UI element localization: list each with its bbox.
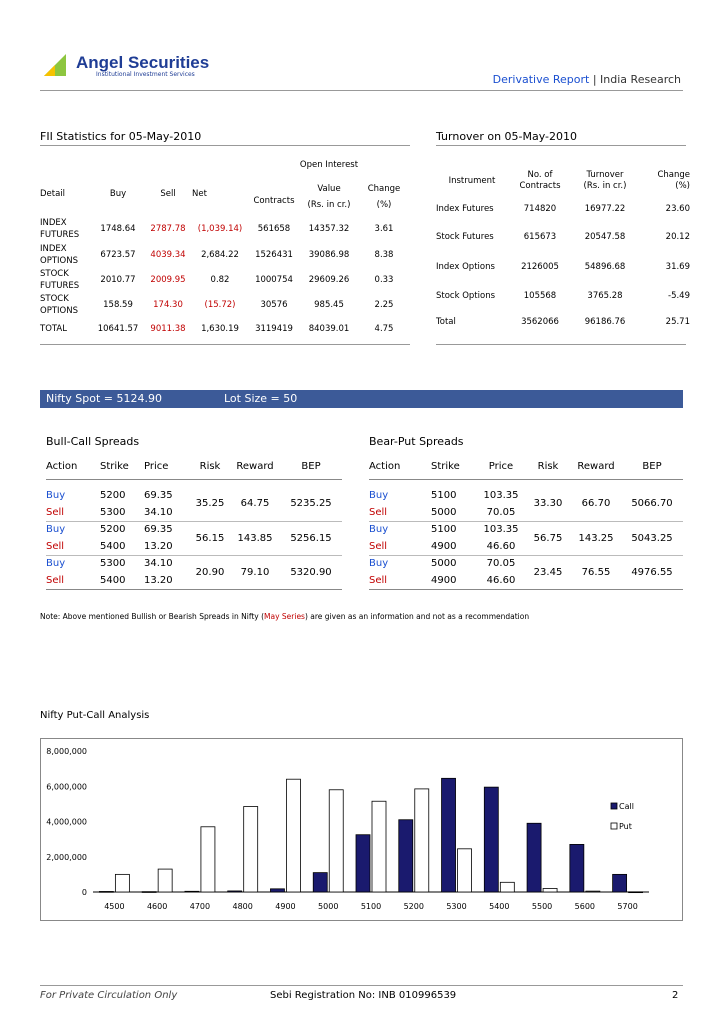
turnover-change-cell: 25.71 bbox=[665, 317, 690, 327]
strike-cell: 5300 bbox=[100, 506, 126, 518]
table-row bbox=[369, 521, 683, 538]
fii-value-cell: 14357.32 bbox=[308, 224, 350, 234]
action-cell: Buy bbox=[369, 490, 389, 501]
fii-buy-cell: 10641.57 bbox=[97, 324, 139, 334]
turnover-instrument-cell: Index Futures bbox=[436, 204, 494, 214]
bep-header: BEP bbox=[642, 461, 662, 473]
risk-cell: 23.45 bbox=[533, 566, 563, 578]
strike-cell: 5000 bbox=[431, 558, 457, 570]
turnover-change-header: Change bbox=[657, 170, 690, 180]
research-label: India Research bbox=[600, 73, 681, 86]
x-tick-label: 5500 bbox=[531, 902, 553, 911]
turnover-table bbox=[436, 165, 690, 333]
fii-buy-cell: 158.59 bbox=[103, 300, 133, 310]
footer-rule bbox=[40, 985, 683, 986]
fii-contracts-cell: 1526431 bbox=[255, 250, 293, 260]
risk-cell: 33.30 bbox=[533, 498, 563, 510]
legend-swatch bbox=[611, 803, 617, 809]
turnover-bottom-rule bbox=[436, 344, 686, 345]
turnover-title-rule bbox=[436, 145, 686, 146]
y-tick-label: 0 bbox=[81, 888, 87, 897]
brand-subtitle: Institutional Investment Services bbox=[96, 71, 195, 78]
report-header bbox=[440, 73, 681, 86]
strike-cell: 5200 bbox=[100, 490, 126, 501]
chart-bar-put bbox=[158, 869, 172, 892]
turnover-change-cell: 20.12 bbox=[665, 232, 690, 242]
x-tick-label: 4600 bbox=[146, 902, 168, 911]
turnover-instrument-cell: Stock Futures bbox=[436, 232, 494, 242]
strike-header: Strike bbox=[431, 461, 460, 473]
reward-header: Reward bbox=[577, 461, 615, 473]
table-row bbox=[40, 216, 410, 242]
chart-canvas bbox=[41, 739, 682, 920]
fii-sell-cell: 9011.38 bbox=[150, 324, 186, 334]
turnover-value-cell: 16977.22 bbox=[584, 204, 626, 214]
x-tick-label: 5400 bbox=[489, 902, 510, 911]
action-cell: Sell bbox=[369, 540, 388, 552]
turnover-contracts-header: Contracts bbox=[519, 181, 561, 191]
chart-bar-call bbox=[613, 874, 627, 892]
header-separator: | bbox=[592, 73, 597, 86]
strike-cell: 5200 bbox=[100, 524, 126, 536]
turnover-instrument-cell: Total bbox=[436, 317, 456, 327]
fii-bottom-rule bbox=[40, 344, 410, 345]
fii-change-cell: 2.25 bbox=[374, 300, 394, 310]
fii-row-label: STOCK bbox=[40, 269, 69, 279]
strike-cell: 4900 bbox=[431, 574, 457, 586]
fii-value-header: Value bbox=[317, 184, 341, 194]
table-row bbox=[46, 555, 342, 572]
action-cell: Sell bbox=[369, 506, 388, 518]
fii-contracts-cell: 30576 bbox=[260, 300, 288, 310]
reward-cell: 66.70 bbox=[581, 498, 611, 510]
lot-size: Lot Size = 50 bbox=[224, 392, 298, 405]
fii-row-label: FUTURES bbox=[40, 230, 80, 240]
turnover-change-cell: 23.60 bbox=[665, 204, 690, 214]
fii-change-cell: 4.75 bbox=[374, 324, 394, 334]
table-row bbox=[40, 292, 410, 318]
turnover-change-cell: -5.49 bbox=[668, 291, 690, 301]
chart-bar-put bbox=[629, 892, 643, 893]
risk-cell: 56.15 bbox=[195, 532, 225, 544]
table-row bbox=[436, 221, 690, 253]
turnover-value-header: Turnover bbox=[586, 170, 624, 180]
bep-cell: 5256.15 bbox=[290, 532, 332, 544]
price-cell: 34.10 bbox=[144, 558, 173, 570]
table-row bbox=[369, 487, 683, 504]
price-cell: 46.60 bbox=[486, 540, 516, 552]
turnover-value-cell: 3765.28 bbox=[587, 291, 623, 301]
strike-cell: 5000 bbox=[431, 506, 457, 518]
bep-cell: 5066.70 bbox=[631, 498, 673, 510]
fii-net-cell: 1,630.19 bbox=[201, 324, 239, 334]
fii-change-cell: 8.38 bbox=[374, 250, 394, 260]
price-cell: 70.05 bbox=[486, 558, 516, 570]
table-row bbox=[40, 242, 410, 268]
risk-header: Risk bbox=[537, 461, 559, 473]
fii-net-header: Net bbox=[192, 189, 207, 199]
action-cell: Sell bbox=[46, 574, 65, 586]
fii-net-cell: (15.72) bbox=[204, 300, 236, 310]
x-tick-label: 5300 bbox=[446, 902, 467, 911]
y-tick-label: 4,000,000 bbox=[46, 817, 87, 827]
table-row bbox=[40, 318, 410, 340]
chart-bar-call bbox=[399, 820, 413, 892]
chart-bar-put bbox=[458, 849, 472, 892]
brand-name: Angel Securities bbox=[76, 53, 210, 72]
chart-bar-put bbox=[372, 801, 386, 892]
chart-bar-call bbox=[228, 891, 242, 892]
price-cell: 103.35 bbox=[483, 524, 519, 536]
fii-contracts-header: Contracts bbox=[253, 196, 295, 206]
bep-cell: 5320.90 bbox=[290, 566, 332, 578]
action-cell: Sell bbox=[46, 540, 65, 552]
x-tick-label: 4700 bbox=[189, 902, 211, 911]
legend-label: Put bbox=[619, 822, 632, 831]
chart-bar-put bbox=[586, 891, 600, 892]
action-cell: Buy bbox=[46, 558, 66, 570]
table-row bbox=[436, 197, 690, 221]
header-rule bbox=[40, 90, 683, 91]
chart-bar-put bbox=[286, 779, 300, 892]
x-tick-label: 5600 bbox=[574, 902, 596, 911]
chart-bar-call bbox=[313, 873, 327, 892]
turnover-value-cell: 96186.76 bbox=[584, 317, 626, 327]
strike-cell: 5300 bbox=[100, 558, 126, 570]
risk-cell: 35.25 bbox=[195, 498, 225, 510]
bep-header: BEP bbox=[301, 461, 321, 473]
fii-buy-cell: 2010.77 bbox=[100, 275, 136, 285]
fii-buy-cell: 1748.64 bbox=[100, 224, 136, 234]
chart-title: Nifty Put-Call Analysis bbox=[40, 710, 150, 721]
reward-header: Reward bbox=[236, 461, 274, 473]
fii-net-cell: (1,039.14) bbox=[197, 224, 243, 234]
strike-cell: 5400 bbox=[100, 574, 126, 586]
nifty-bar bbox=[40, 390, 683, 408]
table-row bbox=[436, 253, 690, 281]
reward-cell: 143.25 bbox=[578, 532, 614, 544]
chart-bar-call bbox=[142, 892, 156, 893]
bep-cell: 5235.25 bbox=[290, 498, 332, 510]
bear-put-title: Bear-Put Spreads bbox=[369, 435, 464, 448]
table-row bbox=[46, 487, 342, 504]
action-header: Action bbox=[46, 461, 78, 473]
note-text-end: ) are given as an information and not as a recommendation bbox=[304, 612, 530, 621]
fii-buy-header: Buy bbox=[109, 189, 127, 199]
risk-header: Risk bbox=[199, 461, 221, 473]
reward-cell: 76.55 bbox=[581, 566, 611, 578]
fii-contracts-cell: 561658 bbox=[257, 224, 291, 234]
bep-cell: 4976.55 bbox=[631, 566, 673, 578]
fii-change-header: Change bbox=[367, 184, 401, 194]
put-call-chart bbox=[40, 738, 683, 921]
chart-bar-put bbox=[500, 882, 514, 892]
turnover-change-cell: 31.69 bbox=[665, 262, 690, 272]
strike-header: Strike bbox=[100, 461, 129, 473]
footer-circulation: For Private Circulation Only bbox=[40, 990, 178, 1001]
turnover-instrument-cell: Stock Options bbox=[436, 291, 496, 301]
fii-sell-cell: 174.30 bbox=[153, 300, 183, 310]
legend-swatch bbox=[611, 823, 617, 829]
turnover-title: Turnover on 05-May-2010 bbox=[436, 130, 578, 143]
fii-row-label: TOTAL bbox=[40, 324, 67, 334]
chart-bar-put bbox=[115, 874, 129, 892]
x-tick-label: 5000 bbox=[318, 902, 339, 911]
chart-bar-put bbox=[244, 807, 258, 892]
fii-oi-header: Open Interest bbox=[299, 160, 359, 170]
fii-sell-cell: 2787.78 bbox=[150, 224, 186, 234]
bull-call-title: Bull-Call Spreads bbox=[46, 435, 140, 448]
action-cell: Sell bbox=[369, 574, 388, 586]
fii-detail-header: Detail bbox=[40, 189, 66, 199]
chart-bar-call bbox=[185, 891, 199, 892]
legend-label: Call bbox=[619, 802, 634, 811]
chart-bar-put bbox=[415, 789, 429, 892]
footer-sebi: Sebi Registration No: INB 010996539 bbox=[270, 990, 457, 1001]
fii-row-label: OPTIONS bbox=[40, 306, 78, 316]
price-cell: 69.35 bbox=[144, 490, 173, 501]
turnover-contracts-header: No. of bbox=[527, 170, 553, 180]
chart-bar-call bbox=[270, 889, 284, 892]
strike-cell: 5100 bbox=[431, 524, 457, 536]
y-tick-label: 6,000,000 bbox=[46, 782, 87, 792]
strike-cell: 4900 bbox=[431, 540, 457, 552]
x-tick-label: 5100 bbox=[360, 902, 382, 911]
chart-bar-put bbox=[329, 790, 343, 892]
x-tick-label: 5700 bbox=[617, 902, 638, 911]
price-header: Price bbox=[144, 461, 169, 473]
angel-logo-icon bbox=[42, 52, 68, 78]
turnover-contracts-cell: 714820 bbox=[523, 204, 557, 214]
price-cell: 13.20 bbox=[144, 574, 173, 586]
action-header: Action bbox=[369, 461, 401, 473]
turnover-change-header: (%) bbox=[675, 181, 690, 191]
fii-buy-cell: 6723.57 bbox=[100, 250, 136, 260]
action-cell: Buy bbox=[46, 490, 66, 501]
price-cell: 70.05 bbox=[486, 506, 516, 518]
nifty-spot: Nifty Spot = 5124.90 bbox=[46, 392, 162, 405]
price-cell: 13.20 bbox=[144, 540, 173, 552]
fii-row-label: OPTIONS bbox=[40, 256, 78, 266]
x-tick-label: 4500 bbox=[104, 902, 125, 911]
y-tick-label: 2,000,000 bbox=[46, 852, 87, 862]
fii-change-cell: 0.33 bbox=[374, 275, 394, 285]
fii-value-cell: 84039.01 bbox=[308, 324, 350, 334]
fii-contracts-cell: 1000754 bbox=[255, 275, 293, 285]
chart-bar-call bbox=[99, 891, 113, 892]
fii-value-cell: 39086.98 bbox=[308, 250, 350, 260]
price-cell: 34.10 bbox=[144, 506, 173, 518]
x-tick-label: 5200 bbox=[403, 902, 424, 911]
price-cell: 103.35 bbox=[483, 490, 519, 501]
fii-net-cell: 2,684.22 bbox=[201, 250, 239, 260]
fii-title: FII Statistics for 05-May-2010 bbox=[40, 130, 202, 143]
fii-sell-cell: 4039.34 bbox=[150, 250, 186, 260]
report-title: Derivative Report bbox=[492, 73, 590, 86]
disclaimer-note bbox=[40, 612, 529, 621]
turnover-instrument-header: Instrument bbox=[448, 176, 496, 186]
price-cell: 46.60 bbox=[486, 574, 516, 586]
note-series: May Series bbox=[264, 612, 305, 621]
action-cell: Buy bbox=[46, 524, 66, 536]
fii-row-label: FUTURES bbox=[40, 281, 80, 291]
fii-contracts-cell: 3119419 bbox=[255, 324, 293, 334]
note-text: Note: Above mentioned Bullish or Bearish Spreads in Nifty ( bbox=[40, 612, 265, 621]
bep-cell: 5043.25 bbox=[631, 532, 673, 544]
bear-put-table bbox=[369, 455, 683, 590]
table-row bbox=[369, 555, 683, 572]
chart-bar-put bbox=[201, 827, 215, 892]
reward-cell: 143.85 bbox=[237, 532, 273, 544]
table-row bbox=[436, 281, 690, 311]
chart-bar-call bbox=[356, 835, 370, 892]
chart-bar-call bbox=[527, 823, 541, 892]
action-cell: Buy bbox=[369, 524, 389, 536]
action-cell: Sell bbox=[46, 506, 65, 518]
turnover-value-cell: 20547.58 bbox=[584, 232, 626, 242]
strike-cell: 5100 bbox=[431, 490, 457, 501]
turnover-value-header: (Rs. in cr.) bbox=[583, 181, 627, 191]
x-tick-label: 4900 bbox=[275, 902, 296, 911]
fii-table bbox=[40, 158, 410, 340]
fii-sell-header: Sell bbox=[160, 189, 176, 199]
fii-row-label: STOCK bbox=[40, 294, 69, 304]
fii-value-cell: 29609.26 bbox=[308, 275, 350, 285]
chart-bar-put bbox=[543, 888, 557, 892]
fii-value-cell: 985.45 bbox=[314, 300, 344, 310]
strike-cell: 5400 bbox=[100, 540, 126, 552]
price-header: Price bbox=[488, 461, 514, 473]
table-row bbox=[436, 311, 690, 333]
turnover-contracts-cell: 615673 bbox=[523, 232, 557, 242]
risk-cell: 56.75 bbox=[533, 532, 563, 544]
turnover-instrument-cell: Index Options bbox=[436, 262, 495, 272]
turnover-contracts-cell: 105568 bbox=[523, 291, 557, 301]
chart-bar-call bbox=[570, 844, 584, 892]
fii-row-label: INDEX bbox=[40, 218, 67, 228]
fii-change-unit: (%) bbox=[376, 200, 392, 210]
turnover-value-cell: 54896.68 bbox=[584, 262, 626, 272]
turnover-contracts-cell: 3562066 bbox=[521, 317, 559, 327]
chart-bar-call bbox=[442, 778, 456, 892]
bull-call-table bbox=[46, 455, 342, 590]
turnover-contracts-cell: 2126005 bbox=[521, 262, 559, 272]
x-tick-label: 4800 bbox=[232, 902, 253, 911]
fii-sell-cell: 2009.95 bbox=[150, 275, 186, 285]
fii-value-unit: (Rs. in cr.) bbox=[307, 200, 351, 210]
reward-cell: 64.75 bbox=[240, 498, 270, 510]
table-row bbox=[46, 521, 342, 538]
fii-title-rule bbox=[40, 145, 410, 146]
risk-cell: 20.90 bbox=[195, 566, 225, 578]
table-row bbox=[40, 268, 410, 292]
chart-bar-call bbox=[484, 787, 498, 892]
y-tick-label: 8,000,000 bbox=[46, 747, 87, 756]
page-number: 2 bbox=[672, 990, 679, 1001]
fii-net-cell: 0.82 bbox=[210, 275, 230, 285]
reward-cell: 79.10 bbox=[240, 566, 270, 578]
action-cell: Buy bbox=[369, 558, 389, 570]
price-cell: 69.35 bbox=[144, 524, 173, 536]
fii-row-label: INDEX bbox=[40, 244, 67, 254]
fii-change-cell: 3.61 bbox=[374, 224, 394, 234]
